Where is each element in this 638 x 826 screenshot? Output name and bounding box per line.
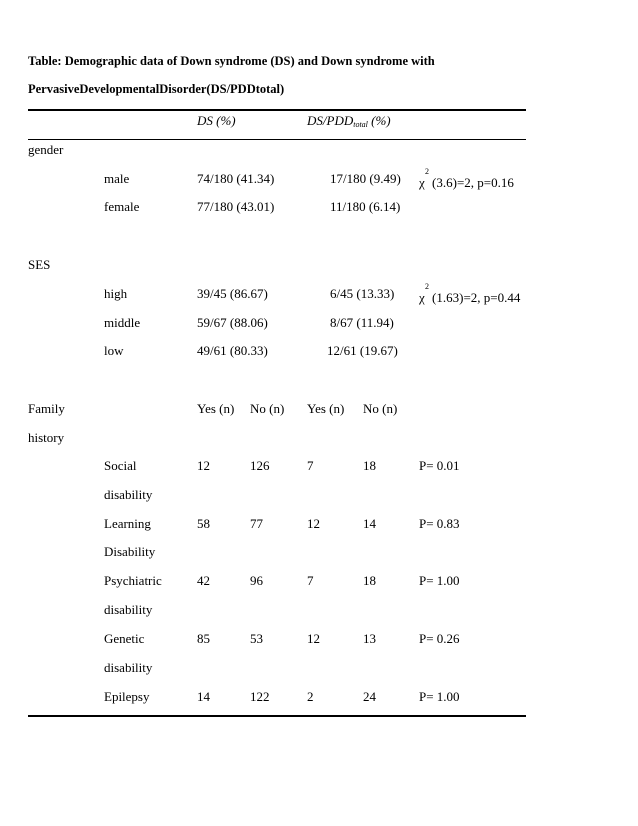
row-label-psychiatric: Psychiatric [104, 573, 162, 588]
cell-genetic-ds-yes: 85 [197, 631, 210, 646]
table-title-line2: PervasiveDevelopmentalDisorder(DS/PDDtotal) [28, 82, 285, 96]
header-rule [28, 139, 526, 140]
chi-symbol: χ [419, 290, 425, 305]
row-label-high: high [104, 286, 128, 301]
table-title-line1: Table: Demographic data of Down syndrome (DS) and Down syndrome with [28, 54, 435, 68]
cell-social-ds-yes: 12 [197, 458, 210, 473]
cell-epilepsy-ds-yes: 14 [197, 689, 210, 704]
col-header-ds-pdd: $DS/PDD_{total}$ (%) [307, 113, 391, 129]
bottom-rule [28, 715, 526, 717]
cell-learning-ds-no: 77 [250, 516, 263, 531]
subheader-pdd-yes: Yes (n) [307, 401, 345, 416]
cell-learning-pdd-yes: 12 [307, 516, 320, 531]
cell-epilepsy-pdd-yes: 2 [307, 689, 314, 704]
ses-chi-square: χ 2 (1.63)=2, p=0.44 [419, 282, 521, 305]
cell-epilepsy-pdd-no: 24 [363, 689, 376, 704]
cell-ds-high: 39/45 (86.67) [197, 286, 268, 301]
cell-psychiatric-pdd-yes: 7 [307, 573, 314, 588]
cell-pdd-male: 17/180 (9.49) [330, 171, 401, 186]
cell-ds-low: 49/61 (80.33) [197, 343, 268, 358]
row-label-low: low [104, 343, 124, 358]
row-label-middle: middle [104, 315, 141, 330]
col-header-ds: DS (%) [197, 113, 236, 128]
cell-ds-female: 77/180 (43.01) [197, 199, 275, 214]
cell-pdd-middle: 8/67 (11.94) [330, 315, 394, 330]
cell-ds-male: 74/180 (41.34) [197, 171, 275, 186]
cell-social-pdd-yes: 7 [307, 458, 314, 473]
cell-ds-middle: 59/67 (88.06) [197, 315, 268, 330]
gender-chi-square: χ 2 (3.6)=2, p=0.16 [419, 167, 514, 190]
section-label-gender: gender [28, 142, 64, 157]
cell-learning-ds-yes: 58 [197, 516, 210, 531]
cell-pdd-low: 12/61 (19.67) [327, 343, 398, 358]
cell-learning-pdd-no: 14 [363, 516, 376, 531]
cell-pdd-high: 6/45 (13.33) [330, 286, 395, 301]
top-rule [28, 109, 526, 111]
row-label-male: male [104, 171, 130, 186]
cell-epilepsy-p: P= 1.00 [419, 689, 460, 704]
cell-psychiatric-p: P= 1.00 [419, 573, 460, 588]
row-label-social-2: disability [104, 487, 153, 502]
row-label-psychiatric-2: disability [104, 602, 153, 617]
cell-genetic-pdd-no: 13 [363, 631, 376, 646]
section-label-ses: SES [28, 257, 51, 272]
cell-epilepsy-ds-no: 122 [250, 689, 270, 704]
row-label-learning: Learning [104, 516, 151, 531]
subheader-pdd-no: No (n) [363, 401, 398, 416]
cell-genetic-ds-no: 53 [250, 631, 263, 646]
chi-symbol: χ [419, 175, 425, 190]
row-label-epilepsy: Epilepsy [104, 689, 150, 704]
row-label-social: Social [104, 458, 137, 473]
cell-pdd-female: 11/180 (6.14) [330, 199, 401, 214]
cell-genetic-p: P= 0.26 [419, 631, 460, 646]
subheader-ds-no: No (n) [250, 401, 285, 416]
cell-social-ds-no: 126 [250, 458, 270, 473]
cell-social-p: P= 0.01 [419, 458, 460, 473]
section-label-family: Family [28, 401, 65, 416]
cell-psychiatric-pdd-no: 18 [363, 573, 376, 588]
subheader-ds-yes: Yes (n) [197, 401, 235, 416]
cell-social-pdd-no: 18 [363, 458, 376, 473]
cell-genetic-pdd-yes: 12 [307, 631, 320, 646]
cell-psychiatric-ds-yes: 42 [197, 573, 210, 588]
section-label-history: history [28, 430, 65, 445]
row-label-learning-2: Disability [104, 544, 156, 559]
row-label-female: female [104, 199, 140, 214]
row-label-genetic: Genetic [104, 631, 145, 646]
row-label-genetic-2: disability [104, 660, 153, 675]
cell-learning-p: P= 0.83 [419, 516, 460, 531]
cell-psychiatric-ds-no: 96 [250, 573, 263, 588]
